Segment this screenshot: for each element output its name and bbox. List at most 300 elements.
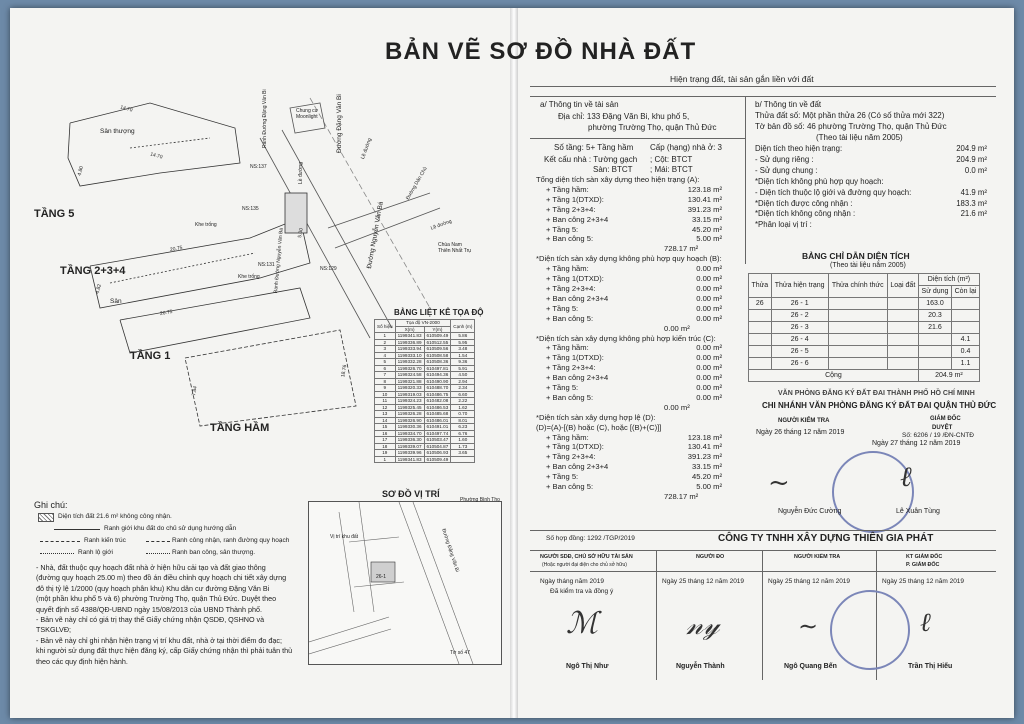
land-row-label: - Sử dụng chung : bbox=[755, 165, 818, 175]
area-col-used: Sử dụng bbox=[918, 286, 951, 298]
page-fold bbox=[510, 8, 518, 718]
note-line: đô thị tỷ lệ 1/2000 (quy hoạch phân khu) Khu dân cư đường Đặng Văn Bi bbox=[36, 583, 270, 593]
area-col-area: Diện tích (m²) bbox=[918, 274, 979, 286]
dim-1: 14.70 bbox=[119, 104, 134, 114]
area-cell bbox=[828, 346, 887, 358]
legend-line-4 bbox=[146, 541, 170, 542]
area-block-title: Tổng diện tích sàn xây dựng theo hiện trạng (A): bbox=[536, 175, 700, 184]
area-cell: 26 - 6 bbox=[771, 358, 828, 370]
asset-heading: a/ Thông tin về tài sản bbox=[540, 100, 619, 109]
note-line: - Bản vẽ này chỉ có giá trị thay thế Giấy chứng nhận QSDĐ, QSHNO và bbox=[36, 615, 265, 625]
owner-signature-icon: ℳ bbox=[566, 606, 599, 641]
coord-table-title: BẢNG LIỆT KÊ TỌA ĐỘ bbox=[394, 308, 484, 317]
area-block-total: 0.00 m² bbox=[664, 402, 690, 412]
coord-cell: 11 bbox=[375, 398, 396, 405]
company-name: CÔNG TY TNHH XÂY DỰNG THIÊN GIA PHÁT bbox=[718, 533, 934, 544]
asset-address: Địa chỉ: 133 Đặng Văn Bi, khu phố 5, bbox=[558, 112, 690, 121]
area-cell bbox=[952, 310, 980, 322]
area-row-label: + Tầng hầm: bbox=[546, 432, 589, 442]
coord-cell: 610486.01 bbox=[424, 417, 451, 424]
area-row-line bbox=[536, 363, 746, 373]
col-owner-title: NGƯỜI SDĐ, CHỦ SỞ HỮU TÀI SẢN bbox=[540, 554, 633, 560]
land-row-value: 204.9 m² bbox=[956, 144, 987, 153]
office-director-title: GIÁM ĐỐC bbox=[930, 416, 961, 422]
hatch-swatch-icon bbox=[38, 513, 54, 522]
coord-cell: 2.22 bbox=[451, 398, 475, 405]
curb-label-3: Lề đường bbox=[360, 137, 374, 161]
office-code: Số: 6206 / 19 /ĐN-CNTĐ bbox=[902, 432, 974, 439]
coord-table bbox=[374, 319, 475, 463]
land-row-value: 204.9 m² bbox=[956, 154, 987, 164]
area-cell: 26 - 4 bbox=[771, 334, 828, 346]
company-row-line bbox=[530, 550, 996, 551]
note-line: TSKGLVĐ; bbox=[36, 625, 72, 635]
coord-cell: 610494.36 bbox=[424, 372, 451, 379]
location-plot: 26-1 bbox=[376, 574, 387, 580]
area-row-line bbox=[536, 284, 746, 294]
office-director-name: Lê Xuân Tùng bbox=[896, 508, 940, 515]
land-plot: Thửa đất số: Một phần thửa 26 (Có số thửa mới 322) bbox=[755, 111, 945, 120]
area-cell: 26 - 1 bbox=[771, 298, 828, 310]
asset-area-blocks bbox=[536, 175, 746, 502]
void-label-1: Khe trống bbox=[195, 222, 217, 228]
office-line-1: VĂN PHÒNG ĐĂNG KÝ ĐẤT ĐAI THÀNH PHỐ HỒ CHÍ MINH bbox=[778, 390, 975, 397]
floor1-outline bbox=[120, 288, 310, 353]
coord-cell: 6.23 bbox=[451, 424, 475, 431]
asset-grade: Cấp (hạng) nhà ở: 3 bbox=[650, 143, 722, 152]
area-row-value: 130.41 m² bbox=[687, 442, 722, 452]
coord-cell: 1199336.89 bbox=[395, 339, 424, 346]
coord-cell: 1.62 bbox=[451, 404, 475, 411]
coord-header-row bbox=[375, 320, 475, 327]
land-row bbox=[755, 188, 987, 199]
ns129-label: NS:129 bbox=[320, 266, 337, 272]
asset-column: ; Cột: BTCT bbox=[650, 155, 693, 164]
asset-roof: ; Mái: BTCT bbox=[650, 165, 693, 174]
area-cell bbox=[918, 358, 951, 370]
area-row-line bbox=[536, 314, 746, 324]
land-row-label: *Diện tích không phù hợp quy hoạch: bbox=[755, 176, 884, 186]
area-col-official: Thửa chính thức bbox=[828, 274, 887, 298]
land-sheet: Tờ bản đồ số: 46 phường Trường Thọ, quận Thủ Đức bbox=[755, 122, 947, 131]
area-row-label: + Tầng 2+3+4: bbox=[546, 452, 596, 462]
coord-cell: 1199326.90 bbox=[395, 417, 424, 424]
office-line-2: CHI NHÁNH VĂN PHÒNG ĐĂNG KÝ ĐẤT ĐAI QUẬN THỦ ĐỨC bbox=[762, 401, 997, 410]
coord-cell: 6.76 bbox=[451, 430, 475, 437]
asset-floors: Số tầng: 5+ Tầng hầm bbox=[554, 143, 634, 152]
area-row-value: 0.00 m² bbox=[696, 283, 722, 293]
coord-cell: 1199339.07 bbox=[395, 443, 424, 450]
area-row-value: 130.41 m² bbox=[687, 194, 722, 204]
coord-cell: 1199341.83 bbox=[395, 456, 424, 463]
land-row-label: *Phân loại vị trí : bbox=[755, 220, 812, 230]
ranh-nvb-label: Ranh Đường Nguyễn Văn Bá bbox=[273, 227, 285, 294]
col-surveyor-title: NGƯỜI ĐO bbox=[696, 554, 725, 560]
coord-cell: 610508.58 bbox=[424, 352, 451, 359]
legend-line-1 bbox=[54, 529, 100, 530]
coord-cell: 7 bbox=[375, 372, 396, 379]
coord-cell: 1199330.36 bbox=[395, 424, 424, 431]
header-divider bbox=[530, 86, 996, 87]
location-ward: Phường Bình Thọ bbox=[460, 497, 500, 503]
coord-cell: 9 bbox=[375, 385, 396, 392]
asset-floor-mat: Sàn: BTCT bbox=[593, 165, 633, 174]
director-date: Ngày 25 tháng 12 năm 2019 bbox=[882, 578, 965, 585]
area-row-value: 0.00 m² bbox=[696, 343, 722, 353]
coord-cell: 5 bbox=[375, 359, 396, 366]
coord-cell: 610504.87 bbox=[424, 443, 451, 450]
coord-row bbox=[375, 456, 475, 463]
legend-item-3: Ranh kiến trúc bbox=[84, 537, 126, 544]
area-cell bbox=[828, 334, 887, 346]
contract-number: Số hợp đồng: 1292 /TGP/2019 bbox=[546, 535, 635, 542]
company-col-line-2 bbox=[762, 550, 763, 680]
land-row-label: *Diện tích được công nhận : bbox=[755, 198, 853, 208]
location-lot: Vị trí khu đất bbox=[330, 534, 359, 540]
location-map bbox=[308, 501, 502, 665]
land-row-label: - Diện tích thuộc lộ giới và đường quy hoạch: bbox=[755, 187, 912, 197]
area-cell bbox=[887, 334, 918, 346]
area-row-value: 391.23 m² bbox=[687, 452, 722, 462]
area-cell bbox=[887, 346, 918, 358]
location-map-title: SƠ ĐỒ VỊ TRÍ bbox=[382, 489, 440, 499]
area-row-label: + Tầng 2+3+4: bbox=[546, 204, 596, 214]
land-row-value: 0.0 m² bbox=[964, 165, 987, 175]
area-row-value: 123.18 m² bbox=[687, 432, 722, 442]
col-director-sub: P. GIÁM ĐỐC bbox=[906, 562, 940, 568]
area-row-value: 123.18 m² bbox=[687, 184, 722, 194]
coord-cell: 1199324.23 bbox=[395, 398, 424, 405]
surveyor-name: Nguyễn Thành bbox=[676, 663, 725, 670]
area-cell bbox=[887, 322, 918, 334]
dim-8: 18.76 bbox=[340, 364, 349, 378]
note-line: quyết định số 4388/QĐ-UBND ngày 15/08/2013 của UBND Thành phố. bbox=[36, 604, 263, 614]
area-cell: 21.6 bbox=[918, 322, 951, 334]
area-row-line bbox=[536, 304, 746, 314]
area-row-line bbox=[536, 383, 746, 393]
area-block-total: 0.00 m² bbox=[664, 323, 690, 333]
notes-paragraphs bbox=[36, 563, 292, 667]
area-row-value: 0.00 m² bbox=[696, 303, 722, 313]
area-row-label: + Tầng 1(DTXD): bbox=[546, 194, 604, 204]
area-cell: 20.3 bbox=[918, 310, 951, 322]
area-row-line bbox=[536, 373, 746, 383]
area-row-label: + Tầng 5: bbox=[546, 383, 579, 393]
owner-date: Ngày tháng năm 2019 bbox=[540, 578, 604, 585]
office-director-date: Ngày 27 tháng 12 năm 2019 bbox=[872, 440, 961, 447]
floor1-label: TẦNG 1 bbox=[130, 350, 171, 362]
director-signature2-icon: ℓ bbox=[920, 608, 931, 638]
col-checker-title: NGƯỜI KIỂM TRA bbox=[794, 554, 841, 560]
land-row-value: 183.3 m² bbox=[956, 198, 987, 208]
area-cell bbox=[918, 334, 951, 346]
coord-cell: 1199334.70 bbox=[395, 430, 424, 437]
coord-cell: 1199332.28 bbox=[395, 359, 424, 366]
coord-cell: 1 bbox=[375, 333, 396, 340]
floor5-label: TẦNG 5 bbox=[34, 208, 75, 220]
area-row-line bbox=[536, 274, 746, 284]
area-row-label: + Ban công 2+3+4 bbox=[546, 462, 609, 472]
curb-label-2: Lề đường bbox=[430, 218, 453, 232]
area-row-value: 0.00 m² bbox=[696, 383, 722, 393]
asset-address-2: phường Trường Thọ, quận Thủ Đức bbox=[588, 123, 717, 132]
area-col-rest: Còn lại bbox=[952, 286, 980, 298]
ns135-label: NS:135 bbox=[242, 206, 259, 212]
office-checker-date: Ngày 26 tháng 12 năm 2019 bbox=[756, 429, 845, 436]
area-row-line bbox=[536, 215, 746, 225]
area-block-total: 728.17 m² bbox=[664, 492, 699, 501]
coord-cell: 1199321.88 bbox=[395, 378, 424, 385]
notes-title: Ghi chú: bbox=[34, 500, 68, 510]
location-road: Đường Đặng Văn Bi bbox=[440, 528, 460, 573]
col-owner-sub: (Hoặc người đại diện cho chủ sở hữu) bbox=[542, 562, 627, 568]
coord-cell: 610482.08 bbox=[424, 398, 451, 405]
legend-item-5: Ranh lộ giới bbox=[78, 549, 113, 556]
temple-label: Chùa Nam Thiên Nhất Trụ bbox=[438, 242, 472, 254]
area-row bbox=[749, 358, 980, 370]
coord-cell: 10 bbox=[375, 391, 396, 398]
coord-cell: 1199333.10 bbox=[395, 352, 424, 359]
area-block-title: *Diện tích sàn xây dựng không phù hợp quy hoạch (B): bbox=[536, 254, 722, 264]
land-row-label: *Diện tích không công nhận : bbox=[755, 209, 856, 219]
coord-cell: 5.95 bbox=[451, 339, 475, 346]
coord-col-sys: Tọa độ VN-2000 bbox=[395, 320, 451, 327]
area-row-value: 45.20 m² bbox=[692, 224, 722, 234]
area-table-title: BẢNG CHỈ DẪN DIỆN TÍCH bbox=[802, 251, 910, 261]
area-row-line bbox=[536, 442, 746, 452]
coord-cell: 1199339.96 bbox=[395, 450, 424, 457]
area-row bbox=[749, 334, 980, 346]
area-row-label: + Tầng hầm: bbox=[546, 343, 589, 353]
area-cell: 26 - 5 bbox=[771, 346, 828, 358]
document-sheet bbox=[10, 8, 1014, 718]
area-cell: 26 - 2 bbox=[771, 310, 828, 322]
coord-cell: 610506.93 bbox=[424, 450, 451, 457]
land-row-label: - Sử dụng riêng : bbox=[755, 154, 814, 164]
area-row-label: + Tầng 1(DTXD): bbox=[546, 274, 604, 284]
area-row-label: + Ban công 2+3+4 bbox=[546, 293, 609, 303]
surveyor-date: Ngày 25 tháng 12 năm 2019 bbox=[662, 578, 745, 585]
checker-name: Ngô Quang Bến bbox=[784, 663, 837, 670]
area-row-label: + Ban công 2+3+4 bbox=[546, 373, 609, 383]
area-cell bbox=[828, 358, 887, 370]
area-row-label: + Ban công 5: bbox=[546, 313, 594, 323]
info-top-line bbox=[530, 96, 996, 97]
asset-structure: Kết cấu nhà : Tường gạch bbox=[544, 155, 638, 164]
area-cell bbox=[749, 322, 772, 334]
area-block-title: *Diện tích sàn xây dựng không phù hợp kiến trúc (C): bbox=[536, 333, 716, 343]
coord-cell: 4.50 bbox=[451, 372, 475, 379]
coord-cell: 18 bbox=[375, 443, 396, 450]
director-name: Trần Thị Hiếu bbox=[908, 663, 953, 670]
area-row-value: 5.00 m² bbox=[696, 234, 722, 244]
office-checker-name: Nguyễn Đức Cường bbox=[778, 508, 842, 515]
legend-item-1: Diện tích đất 21.6 m² không công nhận. bbox=[58, 513, 172, 520]
area-cell bbox=[828, 322, 887, 334]
area-cell bbox=[887, 310, 918, 322]
note-line: - Nhà, đất thuộc quy hoạch đất nhà ở hiện hữu cải tạo và đất giao thông bbox=[36, 563, 266, 572]
area-cell bbox=[918, 346, 951, 358]
area-total-row bbox=[749, 370, 980, 382]
road-nvb-label: Đường Nguyễn Văn Bá bbox=[366, 201, 385, 270]
page-title: BẢN VẼ SƠ ĐỒ NHÀ ĐẤT bbox=[385, 38, 697, 65]
land-row bbox=[755, 199, 987, 210]
coord-cell: 1199336.30 bbox=[395, 437, 424, 444]
area-total-label: Cộng bbox=[749, 370, 919, 382]
page-subtitle: Hiện trạng đất, tài sản gắn liền với đất bbox=[670, 74, 814, 84]
area-row-value: 0.00 m² bbox=[696, 373, 722, 383]
office-approve: DUYỆT bbox=[932, 425, 953, 431]
area-row-line bbox=[536, 472, 746, 482]
area-row-label: + Ban công 5: bbox=[546, 392, 594, 402]
area-cell bbox=[887, 358, 918, 370]
checker-signature-icon: ~ bbox=[768, 468, 790, 498]
area-block-total: 728.17 m² bbox=[664, 244, 699, 254]
area-cell bbox=[749, 346, 772, 358]
coord-cell: 12 bbox=[375, 404, 396, 411]
area-row-label: + Ban công 2+3+4 bbox=[546, 214, 609, 224]
coord-cell: 610488.70 bbox=[424, 385, 451, 392]
area-row bbox=[749, 298, 980, 310]
coord-cell: 610509.56 bbox=[424, 346, 451, 353]
area-cell: 26 bbox=[749, 298, 772, 310]
area-row-line bbox=[536, 195, 746, 205]
coord-cell: 610486.75 bbox=[424, 391, 451, 398]
coord-cell: 610486.53 bbox=[424, 404, 451, 411]
area-row-value: 0.00 m² bbox=[696, 353, 722, 363]
coord-cell: 9.36 bbox=[451, 359, 475, 366]
area-col-current: Thửa hiện trạng bbox=[771, 274, 828, 298]
area-row-line bbox=[536, 452, 746, 462]
apartment-label: Chung cư Moonlight bbox=[296, 108, 318, 120]
company-stamp-icon bbox=[830, 590, 910, 670]
area-row-line bbox=[536, 433, 746, 443]
coord-cell: 6.60 bbox=[451, 391, 475, 398]
coord-cell: 1199326.70 bbox=[395, 365, 424, 372]
area-col-type: Loại đất bbox=[887, 274, 918, 298]
dim-4: 20.75 bbox=[159, 308, 173, 318]
area-cell: 1.1 bbox=[952, 358, 980, 370]
legend-item-4: Ranh công nhận, ranh đường quy hoạch bbox=[172, 537, 290, 544]
land-row bbox=[755, 177, 987, 188]
coord-cell: 3.48 bbox=[451, 346, 475, 353]
area-row-label: + Ban công 5: bbox=[546, 482, 594, 492]
coord-cell bbox=[451, 456, 475, 463]
area-cell: 4.1 bbox=[952, 334, 980, 346]
coord-cell: 8 bbox=[375, 378, 396, 385]
note-line: - Bản vẽ này chỉ ghi nhận hiện trạng vị trí khu đất, nhà ở tại thời điểm đo đạc; bbox=[36, 635, 282, 645]
ranh-dvb-label: Ranh Đường Đặng Văn Bi bbox=[262, 89, 268, 148]
coord-cell: 2 bbox=[375, 339, 396, 346]
ns137-label: NS:137 bbox=[250, 164, 267, 170]
area-row-label: + Tầng 5: bbox=[546, 224, 579, 234]
curb-label-1: Lề đường bbox=[298, 162, 304, 184]
area-row-label: + Tầng hầm: bbox=[546, 184, 589, 194]
coord-cell: 610490.90 bbox=[424, 378, 451, 385]
coord-cell: 15 bbox=[375, 424, 396, 431]
area-row-line bbox=[536, 353, 746, 363]
balcony-label: Sân bbox=[110, 298, 122, 305]
surveyor-signature-icon: 𝓃𝓎 bbox=[686, 608, 720, 641]
area-row-value: 33.15 m² bbox=[692, 462, 722, 472]
coord-cell: 610509.49 bbox=[424, 456, 451, 463]
road-dc-label: Đường Dân Chủ bbox=[405, 166, 429, 201]
col-director-title: KT GIÁM ĐỐC bbox=[906, 554, 943, 560]
location-sheet: Tờ số 47 bbox=[450, 650, 470, 656]
coord-cell: 5.91 bbox=[451, 365, 475, 372]
coord-cell: 3.65 bbox=[451, 450, 475, 457]
coord-cell: 610497.81 bbox=[424, 365, 451, 372]
coord-cell: 17 bbox=[375, 437, 396, 444]
area-row-label: + Tầng 1(DTXD): bbox=[546, 353, 604, 363]
coord-cell: 8.01 bbox=[451, 417, 475, 424]
land-row-value: 41.9 m² bbox=[960, 187, 987, 197]
land-row bbox=[755, 209, 987, 220]
office-checker-title: NGƯỜI KIỂM TRA bbox=[778, 418, 830, 424]
legend-line-6 bbox=[146, 553, 170, 554]
coord-cell: 19 bbox=[375, 450, 396, 457]
coord-cell: 1199325.45 bbox=[395, 404, 424, 411]
area-row-line bbox=[536, 343, 746, 353]
area-row-label: + Tầng 5: bbox=[546, 303, 579, 313]
coord-cell: 1199326.28 bbox=[395, 411, 424, 418]
land-area-rows bbox=[755, 144, 987, 231]
land-row bbox=[755, 166, 987, 177]
dim-9: 7.84 bbox=[191, 385, 199, 397]
floor234-label: TẦNG 2+3+4 bbox=[60, 265, 126, 277]
coord-cell: 4 bbox=[375, 352, 396, 359]
area-cell bbox=[887, 298, 918, 310]
area-row-line bbox=[536, 225, 746, 235]
legend-line-3 bbox=[40, 541, 80, 542]
area-header-row bbox=[749, 274, 980, 286]
area-row-value: 0.00 m² bbox=[696, 392, 722, 402]
area-row-label: + Tầng hầm: bbox=[546, 264, 589, 274]
coord-col-x: X(m) bbox=[395, 326, 424, 333]
area-row-value: 0.00 m² bbox=[696, 264, 722, 274]
area-row-value: 45.20 m² bbox=[692, 472, 722, 482]
area-cell: 26 - 3 bbox=[771, 322, 828, 334]
coord-cell: 1199319.03 bbox=[395, 391, 424, 398]
void-label-2: Khe trống bbox=[238, 274, 260, 280]
area-total-value: 204.9 m² bbox=[918, 370, 979, 382]
area-row-label: + Tầng 2+3+4: bbox=[546, 363, 596, 373]
area-row-line bbox=[536, 462, 746, 472]
ns131-label: NS:131 bbox=[258, 262, 275, 268]
company-date-line bbox=[530, 571, 996, 572]
area-row-value: 0.00 m² bbox=[696, 363, 722, 373]
stair-hatch bbox=[285, 193, 307, 233]
checker-signature2-icon: ∼ bbox=[798, 612, 819, 640]
coord-col-y: Y(m) bbox=[424, 326, 451, 333]
coord-cell: 610509.49 bbox=[424, 333, 451, 340]
company-col-line-1 bbox=[656, 550, 657, 680]
road-dvb-label: Đường Đặng Văn Bi bbox=[336, 94, 343, 153]
coord-cell: 13 bbox=[375, 411, 396, 418]
area-cell: 0.4 bbox=[952, 346, 980, 358]
note-line: (một phần khu phố 5 và 6) phường Trường Thọ, quận Thủ Đức. Duyệt theo bbox=[36, 594, 277, 604]
company-top-line bbox=[530, 530, 996, 531]
area-row-value: 0.00 m² bbox=[696, 274, 722, 284]
area-cell bbox=[952, 322, 980, 334]
legend-item-6: Ranh ban công, sân thượng. bbox=[172, 549, 256, 556]
coord-cell: 610497.74 bbox=[424, 430, 451, 437]
area-table-doc: (Theo tài liệu năm 2005) bbox=[830, 262, 906, 269]
area-row-value: 5.00 m² bbox=[696, 482, 722, 492]
land-doc: (Theo tài liệu năm 2005) bbox=[816, 133, 903, 142]
asset-divider bbox=[530, 138, 745, 139]
location-map-drawing bbox=[309, 502, 501, 664]
